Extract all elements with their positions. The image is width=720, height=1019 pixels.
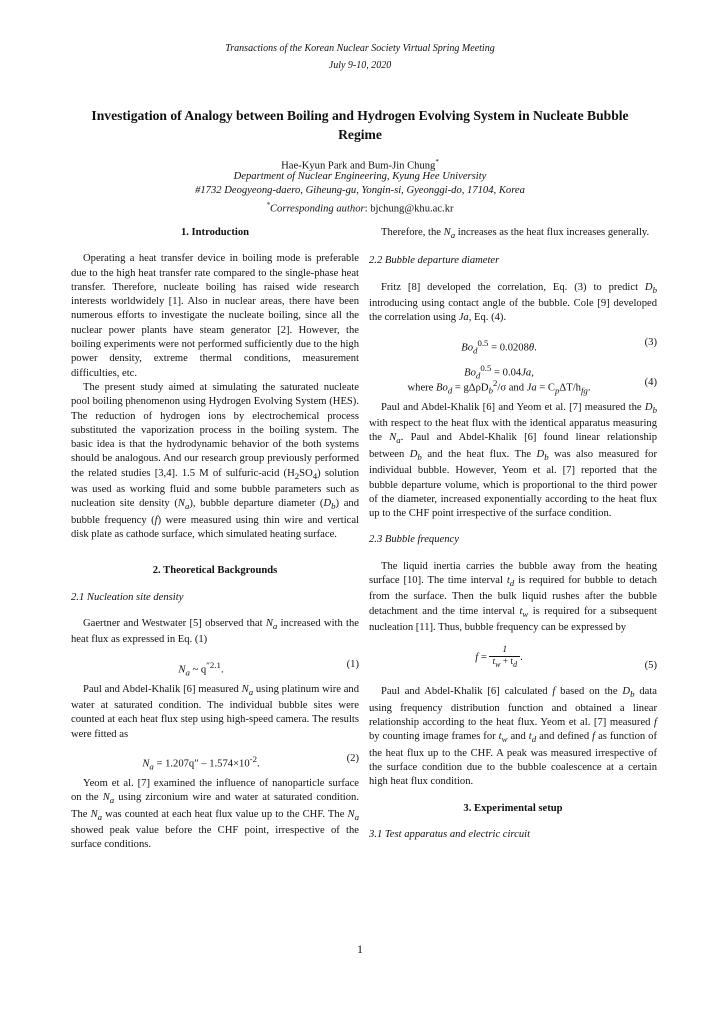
section-experimental-heading: 3. Experimental setup	[463, 802, 563, 814]
conference-header: Transactions of the Korean Nuclear Society Virtual Spring Meeting	[225, 43, 495, 54]
theory-paragraph-paul: Paul and Abdel-Khalik [6] measured $N_a$ using platinum wire and water at saturated condition. The individual bubble sites were counted at each heat flux step using high-speed camera. The results were fitted as	[71, 683, 359, 740]
left-column	[71, 226, 359, 853]
theory-paragraph-fritz: Fritz [8] developed the correlation, Eq. (3) to predict $D_b$ introducing using contact angle of the bubble. Cole [9] developed the correlation using Ja, Eq. (4).	[369, 281, 657, 324]
right-column	[369, 226, 657, 842]
paper-title: Investigation of Analogy between Boiling and Hydrogen Evolving System in Nucleate Bubble Regime	[91, 108, 629, 142]
intro-paragraph-1: Operating a heat transfer device in boiling mode is preferable due to the high heat transfer rate compared to the single-phase heat transfer. Therefore, nucleate boiling has raised wide research interests worldwidely [1]. Also in nuclear areas, there have been numerous efforts to investigate the nucleate boiling, since all the nuclear power plants have steam generator [2]. However, the boiling experiments were not performed sufficiently due to the high power density, extreme thermal conditions, measurement difficulties, etc.	[71, 253, 359, 379]
section-theory-heading: 2. Theoretical Backgrounds	[152, 565, 278, 577]
theory-paragraph-frequency: The liquid inertia carries the bubble away from the heating surface [10]. The time interval $t_d$ is required for bubble to detach from the surface. Then the bulk liquid rushes after the bubble detachment and the time interval $t_w$ is required for a subsequent nucleation [11]. Thus, bubble frequency can be expressed by	[369, 560, 657, 634]
theory-paragraph-yeom: Yeom et al. [7] examined the influence of nanoparticle surface on the $N_a$ using zirconium wire and water at saturated condition. The $N_a$ was counted at each heat flux value up to the CHF. The $N_a$ showed peak value before the CHF point, irrespective of the surface conditions.	[71, 778, 359, 851]
intro-paragraph-2: The present study aimed at simulating the saturated nucleate pool boiling phenomenon using Hydrogen Evolving System (HES). The reduction of hydrogen ions by electrochemical process substituted the vaporization process in the boiling system. The basic idea is that the hydrodynamic behavior of the both systems should be analogous. And our research group previously performed the related studies [3,4]. 1.5 M of sulfuric-acid $(H_2SO_4)$ solution was used as working fluid and some bubble parameters such as nucleation site density $(N_a)$, bubble departure diameter $(D_b)$ and bubble frequency (f) were measured using thin wire and vertical disk plate as cathode surface, which simulated heating surface.	[71, 381, 359, 541]
subsection-apparatus-heading: 3.1 Test apparatus and electric circuit	[369, 829, 531, 840]
author-names: Hae-Kyun Park and Bum-Jin Chung*	[281, 158, 439, 172]
subsection-nucleation-heading: 2.1 Nucleation site density	[71, 591, 184, 603]
equation-5: f = $\frac{1}{t_w + t_d}$ . (5)	[475, 645, 657, 672]
equation-1: $N_a$ ~ $q^{''2.1}$. (1)	[178, 658, 359, 678]
theory-paragraph-summary: Therefore, the $N_a$ increases as the heat flux increases generally.	[381, 227, 650, 241]
conference-date: July 9-10, 2020	[328, 60, 392, 71]
page-number: 1	[357, 942, 363, 956]
equation-3: $Bo_d^{0.5} = 0.0208\theta$. (3)	[461, 336, 657, 356]
author-department: Department of Nuclear Engineering, Kyung Hee University	[233, 171, 487, 182]
theory-paragraph-departure-measurements: Paul and Abdel-Khalik [6] and Yeom et al. [7] measured the $D_b$ with respect to the heat flux with the identical apparatus measuring the $N_a$. Paul and Abdel-Khalik [6] found linear relationship between $D_b$ and the heat flux. The $D_b$ was also measured for individual bubble. However, Yeom et al. [7] reported that the bubble departure volume, which is proportional to the third power of the diameter, increased exponentially according to the heat flux up to the CHF point irrespective of the surface condition.	[369, 401, 657, 520]
corresponding-author: *Corresponding author: bjchung@khu.ac.kr	[266, 201, 454, 215]
equation-2: $N_a = 1.207q'' - 1.574\times 10^{-2}$. (2)	[142, 753, 359, 772]
section-introduction-heading: 1. Introduction	[180, 227, 250, 238]
theory-paragraph-gaertner: Gaertner and Westwater [5] observed that $N_a$ increased with the heat flux as expressed in Eq. (1)	[71, 618, 359, 646]
author-address: #1732 Deogyeong-daero, Giheung-gu, Yongin-si, Gyeonggi-do, 17104, Korea	[195, 185, 525, 196]
theory-paragraph-frequency-measurements: Paul and Abdel-Khalik [6] calculated f based on the $D_b$ data using frequency distribution function and obtained a linear relationship according to the heat flux. Yeom et al. [7] measured f by counting image frames for $t_w$ and $t_d$ and defined f as function of the heat flux up to the CHF. A peak was measured irrespective of the surface condition due to the bubble coalescence at a certain high heat flux condition.	[369, 686, 658, 788]
subsection-departure-heading: 2.2 Bubble departure diameter	[369, 255, 500, 267]
equation-4-line-1: $Bo_d^{0.5} = 0.04Ja$,	[464, 362, 534, 381]
equation-4-line-2: where $Bo_d = g\Delta\rho D_b^2/\sigma$ and $Ja = C_p\Delta T/h_{fg}$. (4)	[407, 376, 657, 396]
subsection-frequency-heading: 2.3 Bubble frequency	[369, 534, 459, 546]
